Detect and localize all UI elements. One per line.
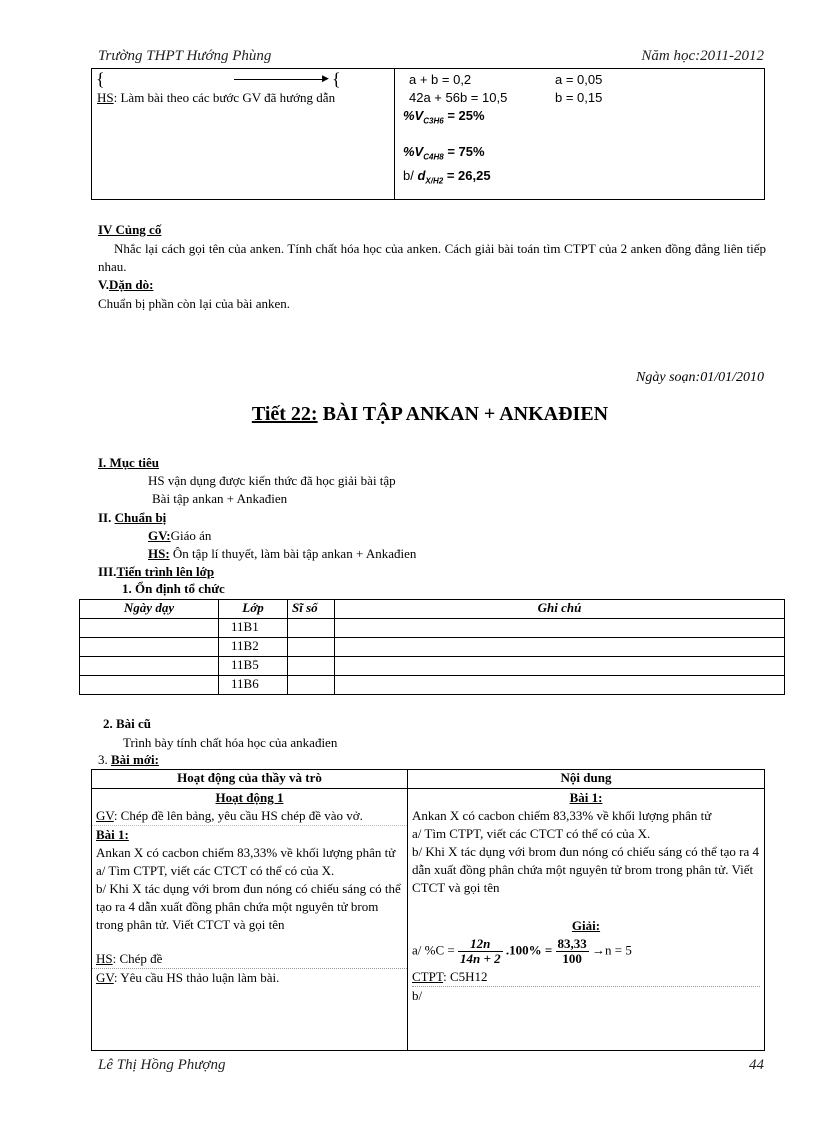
old-lesson-title: 2. Bài cũ bbox=[103, 716, 152, 731]
eq2-right: b = 0,15 bbox=[555, 90, 603, 105]
class-table-header: Sĩ số bbox=[288, 600, 335, 619]
left-part-a: a/ Tìm CTPT, viết các CTCT có thể có của X. bbox=[96, 863, 335, 878]
top-table-left: { ▶ { HS: Làm bài theo các bước GV đã hướng dẫn bbox=[92, 69, 395, 200]
solution-title: Giải: bbox=[571, 918, 601, 933]
right-bai1: Bài 1: bbox=[569, 790, 603, 805]
gv-discussion: GV: Yêu cầu HS thảo luận làm bài. bbox=[92, 968, 407, 987]
main-col2-header: Nội dung bbox=[408, 770, 765, 789]
pct-c4h8: $\%V_{C4H8} = 75\%$ bbox=[403, 144, 485, 162]
gv-instruction: GV: Chép đề lên bảng, yêu cầu HS chép đề vào vở. bbox=[92, 807, 407, 826]
class-table-header: Ngày dạy bbox=[80, 600, 219, 619]
brace-left-icon: { bbox=[96, 69, 105, 89]
part2-gv: GV:Giáo án bbox=[148, 528, 212, 543]
top-table bbox=[91, 68, 765, 200]
part2-hs: HS: Ôn tập lí thuyết, làm bài tập ankan + Ankađien bbox=[148, 546, 417, 561]
activity-title: Hoạt động 1 bbox=[215, 790, 284, 805]
table-row: 11B6 bbox=[80, 676, 785, 695]
main-table bbox=[91, 769, 765, 1051]
fraction-1: $\frac{12n}{14n + 2}$ bbox=[459, 936, 501, 966]
table-row: 11B2 bbox=[80, 638, 785, 657]
class-table-header: Lớp bbox=[219, 600, 288, 619]
left-bai1: Bài 1: bbox=[96, 827, 129, 842]
header-school: Trường THPT Hướng Phùng bbox=[98, 48, 272, 64]
main-right-cell bbox=[408, 789, 765, 1051]
main-col1-header: Hoạt động của thầy và trò bbox=[92, 770, 408, 789]
brace-right-icon: { bbox=[332, 69, 341, 89]
eq1-left: a + b = 0,2 bbox=[409, 72, 472, 87]
arrow-right-icon: → bbox=[592, 942, 606, 958]
eq2-left: 42a + 56b = 10,5 bbox=[409, 90, 508, 105]
section4-text: Nhắc lại cách gọi tên của anken. Tính chất hóa học của anken. Cách giải bài toán tìm CTPT của 2 anken đồng đẳng liên tiếp nhau. bbox=[98, 241, 766, 274]
class-table-header: Ghi chú bbox=[335, 600, 785, 619]
right-part-b: b/ Khi X tác dụng với brom đun nóng có chiếu sáng có thể tạo ra 4 dẫn xuất đồng phân chứa một nguyên tử brom trong phân tử. Viết CTCT và gọi tên bbox=[412, 844, 759, 895]
ctpt-line: CTPT: C5H12 bbox=[412, 969, 488, 984]
header-year: Năm học:2011-2012 bbox=[641, 48, 764, 64]
section4-title: IV Củng cố bbox=[98, 222, 162, 237]
footer-author: Lê Thị Hồng Phượng bbox=[98, 1057, 226, 1073]
prep-date: Ngày soạn:01/01/2010 bbox=[636, 370, 764, 385]
left-part-b: b/ Khi X tác dụng với brom đun nóng có chiếu sáng có thể tạo ra 4 dẫn xuất đồng phân chứa một nguyên tử brom trong phân tử. Viết CTCT và gọi tên bbox=[96, 881, 401, 932]
hs-copy: HS: Chép đề bbox=[96, 951, 163, 966]
arrow-right-icon bbox=[234, 79, 324, 80]
main-left-cell bbox=[92, 789, 408, 1051]
part1-line1: HS vận dụng được kiến thức đã học giải bài tập bbox=[148, 473, 396, 488]
right-problem: Ankan X có cacbon chiếm 83,33% về khối lượng phân tử bbox=[412, 808, 712, 823]
eq1-right: a = 0,05 bbox=[555, 72, 603, 87]
old-lesson-text: Trình bày tính chất hóa học của ankađien bbox=[123, 735, 338, 750]
part2-title: II. Chuẩn bị bbox=[98, 510, 167, 525]
part1-line2: Bài tập ankan + Ankađien bbox=[152, 491, 288, 506]
table-row: 11B5 bbox=[80, 657, 785, 676]
part-b-label: b/ bbox=[412, 986, 760, 1005]
part3-sub1: 1. Ổn định tổ chức bbox=[122, 581, 225, 596]
density-ratio: b/ $d_{X/H2} = 26,25$ bbox=[403, 168, 491, 186]
section5-title: V.Dặn dò: bbox=[98, 277, 154, 292]
fraction-2: $\frac{83,33}{100}$ bbox=[557, 936, 587, 966]
table-row: 11B1 bbox=[80, 619, 785, 638]
class-table bbox=[79, 599, 785, 695]
part3-title: III.Tiến trình lên lớp bbox=[98, 564, 215, 579]
part1-title: I. Mục tiêu bbox=[98, 455, 160, 470]
lesson-title: Tiết 22: BÀI TẬP ANKAN + ANKAĐIEN bbox=[251, 403, 609, 425]
right-part-a: a/ Tìm CTPT, viết các CTCT có thể có của X. bbox=[412, 826, 651, 841]
section5-text: Chuẩn bị phần còn lại của bài anken. bbox=[98, 296, 291, 311]
new-lesson-title: 3. Bài mới: bbox=[98, 752, 160, 767]
percent-formula: a/ %C = $\frac{12n}{14n + 2}$ .100% = $\frac{83,33}{100}$ →n = 5 bbox=[412, 936, 632, 966]
footer-page: 44 bbox=[749, 1057, 764, 1073]
left-problem: Ankan X có cacbon chiếm 83,33% về khối lượng phân tử bbox=[96, 845, 396, 860]
pct-c3h6: $\%V_{C3H6} = 25\%$ bbox=[403, 108, 485, 126]
top-table-right bbox=[395, 69, 765, 200]
top-left-text: HS: Làm bài theo các bước GV đã hướng dẫn bbox=[97, 90, 336, 105]
